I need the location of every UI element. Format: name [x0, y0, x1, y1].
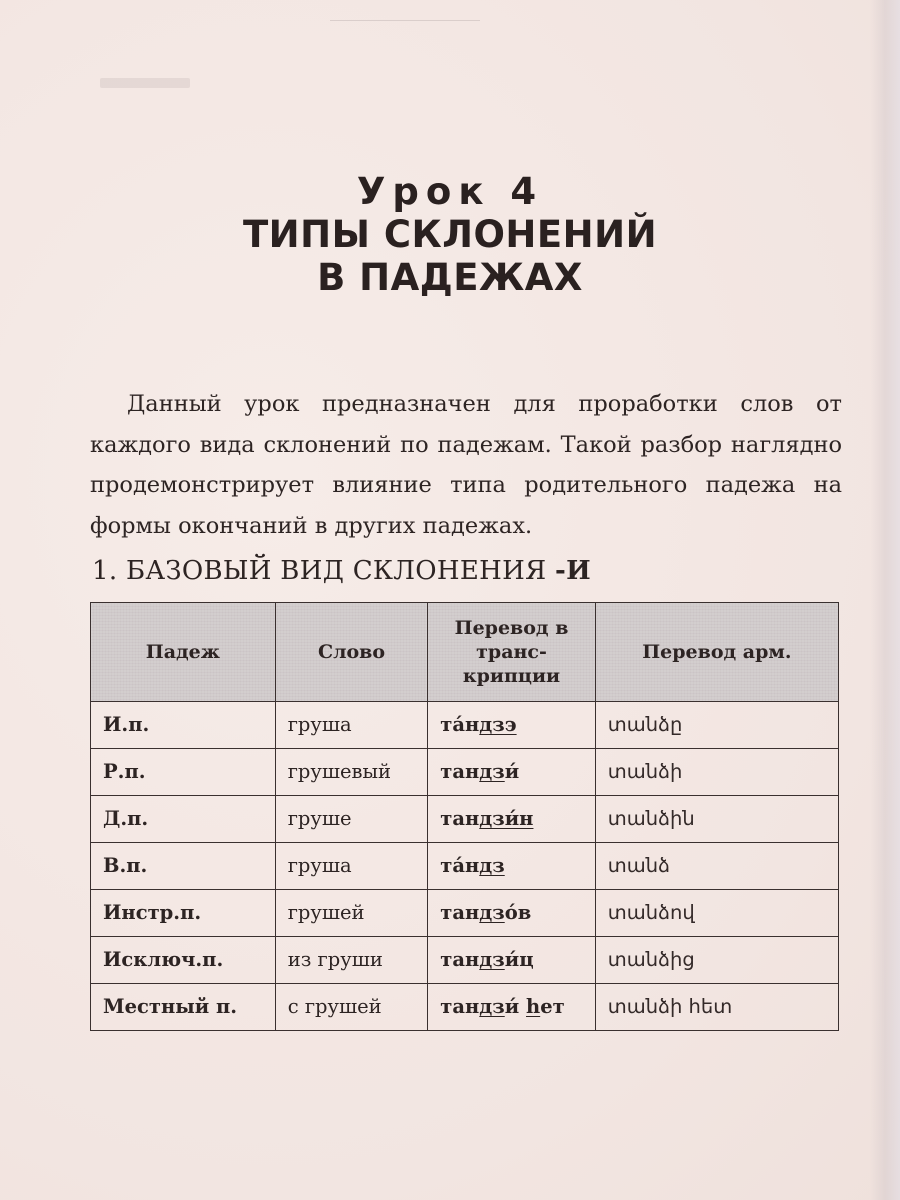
armenian-cell: տանձի հետ: [595, 984, 838, 1031]
word-cell: из груши: [275, 937, 428, 984]
header-case: Падеж: [91, 603, 276, 702]
table-header: [91, 603, 839, 702]
armenian-cell: տանձով: [595, 890, 838, 937]
armenian-cell: տանձից: [595, 937, 838, 984]
transcription-part: тан: [440, 901, 480, 924]
transcription-cell: [428, 843, 595, 890]
table-row: [91, 843, 839, 890]
lesson-title-line-2: В ПАДЕЖАХ: [317, 256, 583, 299]
armenian-cell: տանձին: [595, 796, 838, 843]
transcription-ending: о́в: [504, 901, 532, 924]
transcription-part-underlined: дз: [479, 760, 505, 783]
transcription-cell: [428, 937, 595, 984]
transcription-ending: и́: [504, 995, 526, 1018]
header-armenian: Перевод арм.: [595, 603, 838, 702]
transcription-cell: [428, 890, 595, 937]
section-heading-suffix: -И: [554, 556, 591, 586]
section-heading: [92, 551, 591, 591]
lesson-number: Урок 4: [356, 170, 544, 213]
word-cell: груша: [275, 702, 428, 749]
header-transcription: Перевод в транскрипции: [428, 603, 595, 702]
header-word: Слово: [275, 603, 428, 702]
table-header-row: [91, 603, 839, 702]
table-row: [91, 749, 839, 796]
case-cell: Инстр.п.: [91, 890, 276, 937]
lesson-title: [0, 170, 900, 299]
table-row: [91, 890, 839, 937]
declension-table: [90, 602, 839, 1031]
armenian-cell: տանձի: [595, 749, 838, 796]
case-cell: В.п.: [91, 843, 276, 890]
paper-crease: [330, 20, 480, 21]
transcription-part-underlined: дзи́н: [479, 807, 534, 830]
word-cell: груше: [275, 796, 428, 843]
table-row: [91, 984, 839, 1031]
case-cell: Р.п.: [91, 749, 276, 796]
armenian-cell: տանձը: [595, 702, 838, 749]
transcription-part-underlined: h: [526, 995, 541, 1018]
transcription-ending: и́ц: [504, 948, 534, 971]
transcription-ending: ет: [540, 995, 565, 1018]
armenian-cell: տանձ: [595, 843, 838, 890]
bleed-through-running-header: [100, 78, 190, 88]
intro-paragraph: Данный урок предназначен для проработки слов от каждого вида склонений по падежам. Такой разбор наглядно продемонстрирует влияние типа родительного падежа на формы окончаний в других падежах.: [90, 391, 842, 539]
transcription-cell: [428, 702, 595, 749]
transcription-part-underlined: дз: [479, 854, 505, 877]
transcription-part: та́н: [440, 854, 480, 877]
transcription-part-underlined: дз: [479, 948, 505, 971]
transcription-part-underlined: дз: [479, 901, 505, 924]
lesson-title-line-1: ТИПЫ СКЛОНЕНИЙ: [242, 213, 658, 256]
word-cell: груша: [275, 843, 428, 890]
case-cell: Д.п.: [91, 796, 276, 843]
case-cell: Исключ.п.: [91, 937, 276, 984]
transcription-part-underlined: дзэ: [479, 713, 517, 736]
case-cell: И.п.: [91, 702, 276, 749]
table-body: [91, 702, 839, 1031]
transcription-cell: [428, 984, 595, 1031]
section-heading-text: 1. БАЗОВЫЙ ВИД СКЛОНЕНИЯ: [92, 556, 555, 586]
table-row: [91, 796, 839, 843]
transcription-part: та́н: [440, 713, 480, 736]
transcription-cell: [428, 796, 595, 843]
case-cell: Местный п.: [91, 984, 276, 1031]
transcription-part: тан: [440, 807, 480, 830]
word-cell: грушей: [275, 890, 428, 937]
word-cell: грушевый: [275, 749, 428, 796]
table-row: [91, 702, 839, 749]
transcription-part-underlined: дз: [479, 995, 505, 1018]
transcription-ending: и́: [504, 760, 520, 783]
transcription-part: тан: [440, 948, 480, 971]
transcription-part: тан: [440, 760, 480, 783]
transcription-part: тан: [440, 995, 480, 1018]
table-row: [91, 937, 839, 984]
word-cell: с грушей: [275, 984, 428, 1031]
transcription-cell: [428, 749, 595, 796]
